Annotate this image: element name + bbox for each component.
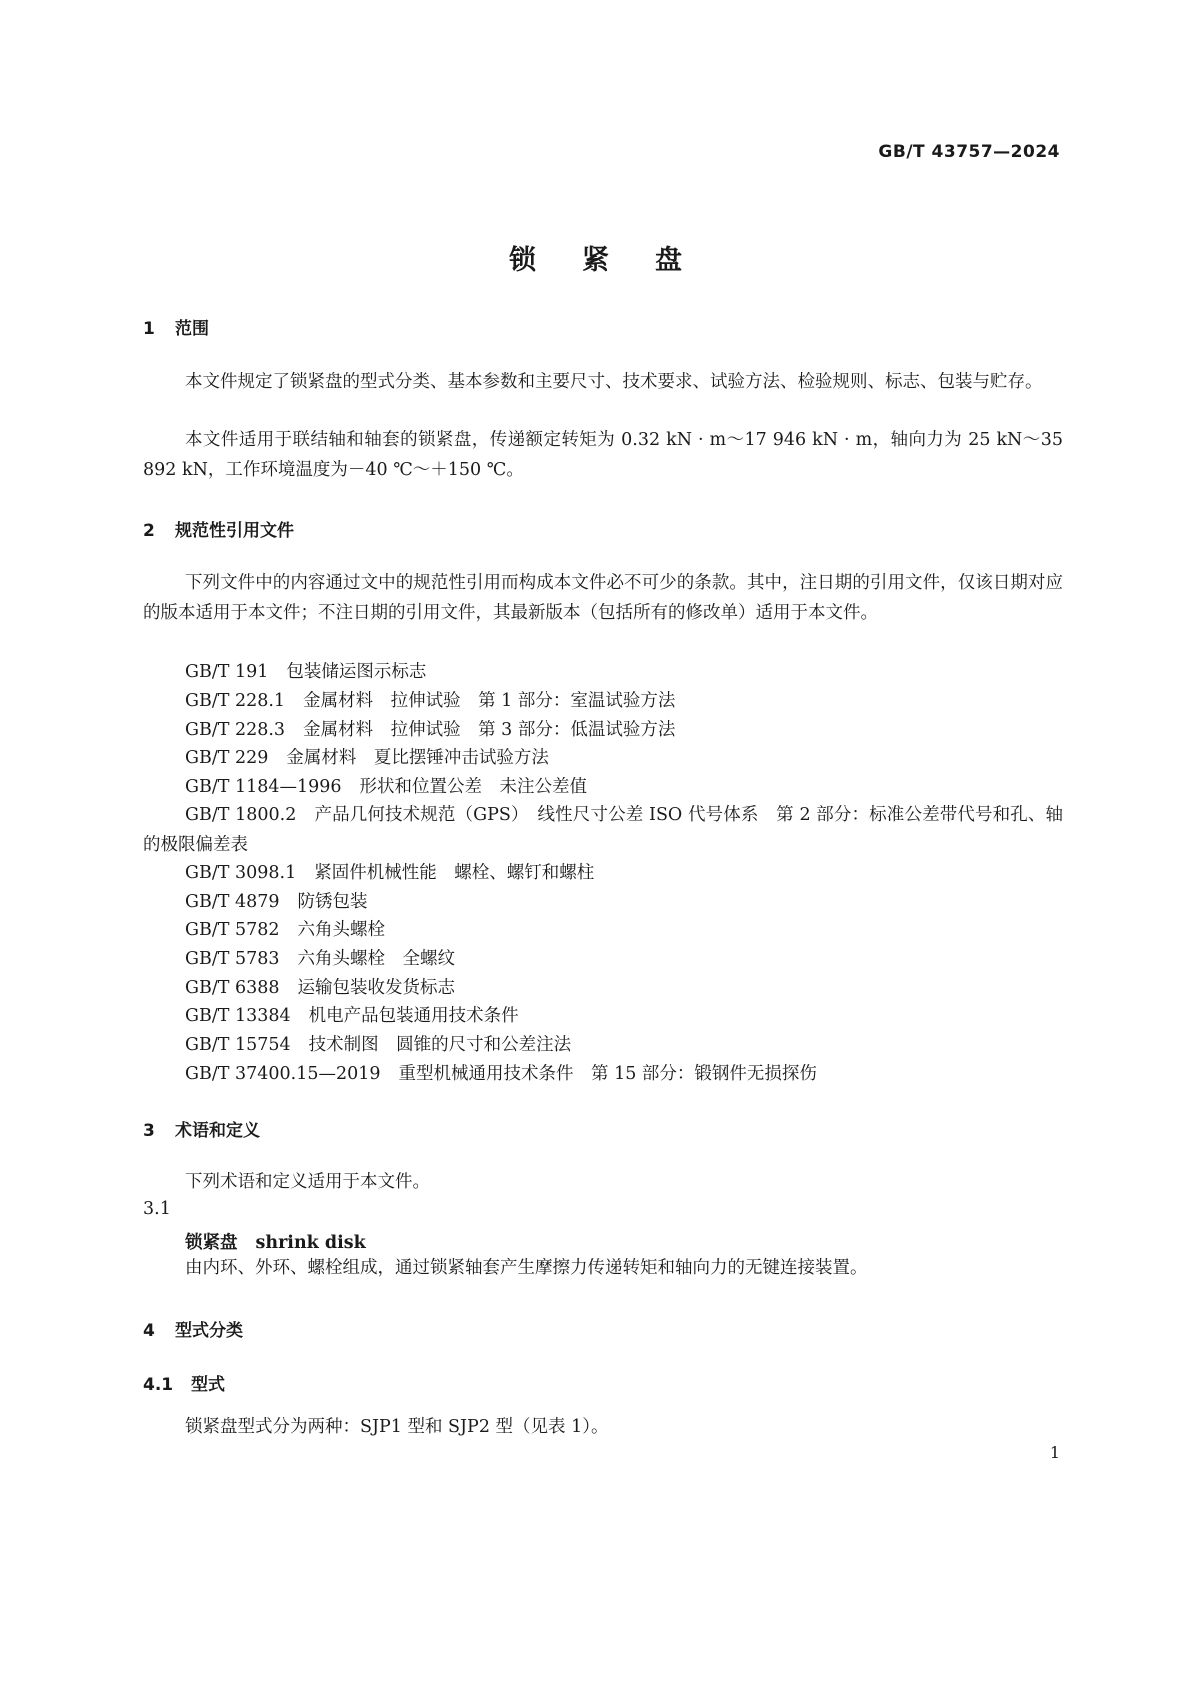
term-chinese: 锁紧盘 bbox=[185, 1233, 238, 1253]
section-title: 术语和定义 bbox=[175, 1121, 260, 1141]
term-definition: 由内环、外环、螺栓组成，通过锁紧轴套产生摩擦力传递转矩和轴向力的无键连接装置。 bbox=[185, 1258, 868, 1278]
references-intro: 下列文件中的内容通过文中的规范性引用而构成本文件必不可少的条款。其中，注日期的引用文件，仅该日期对应的版本适用于本文件；不注日期的引用文件，其最新版本（包括所有的修改单）适用于本文件。 bbox=[143, 573, 1063, 623]
reference-title: 金属材料 拉伸试验 第 1 部分：室温试验方法 bbox=[303, 691, 676, 711]
reference-code: GB/T 15754 bbox=[185, 1035, 291, 1055]
section-title: 型式分类 bbox=[175, 1321, 243, 1341]
subsection-number: 4.1 bbox=[143, 1375, 174, 1395]
section-3-heading bbox=[143, 1116, 260, 1141]
terms-intro: 下列术语和定义适用于本文件。 bbox=[185, 1172, 430, 1192]
reference-item bbox=[185, 944, 455, 974]
scope-paragraph-2: 本文件适用于联结轴和轴套的锁紧盘，传递额定转矩为 0.32 kN · m～17 946 kN · m，轴向力为 25 kN～35 892 kN，工作环境温度为－40 ℃～＋150 ℃。 bbox=[143, 430, 1063, 480]
term-entry bbox=[185, 1229, 366, 1254]
reference-code: GB/T 228.3 bbox=[185, 720, 286, 740]
reference-item bbox=[185, 743, 549, 773]
reference-item bbox=[185, 858, 594, 888]
section-4-heading bbox=[143, 1316, 243, 1341]
reference-item bbox=[185, 715, 675, 745]
types-paragraph: 锁紧盘型式分为两种：SJP1 型和 SJP2 型（见表 1）。 bbox=[185, 1417, 609, 1437]
section-title: 范围 bbox=[175, 319, 209, 339]
reference-code: GB/T 3098.1 bbox=[185, 863, 297, 883]
reference-title: 形状和位置公差 未注公差值 bbox=[359, 777, 588, 797]
reference-code: GB/T 5782 bbox=[185, 920, 280, 940]
reference-item bbox=[185, 686, 675, 716]
reference-item bbox=[185, 1001, 519, 1031]
section-number: 3 bbox=[143, 1121, 155, 1141]
reference-title: 金属材料 拉伸试验 第 3 部分：低温试验方法 bbox=[303, 720, 676, 740]
reference-code: GB/T 228.1 bbox=[185, 691, 286, 711]
section-number: 4 bbox=[143, 1321, 155, 1341]
document-title: 锁紧盘 bbox=[509, 245, 728, 276]
reference-title: 包装储运图示标志 bbox=[286, 662, 427, 682]
reference-code: GB/T 229 bbox=[185, 748, 269, 768]
reference-title: 防锈包装 bbox=[297, 892, 368, 912]
reference-code: GB/T 5783 bbox=[185, 949, 280, 969]
reference-title: 产品几何技术规范（GPS） 线性尺寸公差 ISO 代号体系 第 2 部分：标准公差带代号和孔、轴的极限偏差表 bbox=[143, 805, 1063, 855]
term-english: shrink disk bbox=[255, 1233, 366, 1253]
reference-item bbox=[185, 915, 385, 945]
reference-item bbox=[185, 657, 426, 687]
reference-title: 六角头螺栓 全螺纹 bbox=[297, 949, 456, 969]
reference-item bbox=[185, 887, 368, 917]
reference-title: 机电产品包装通用技术条件 bbox=[308, 1006, 519, 1026]
subsection-title: 型式 bbox=[191, 1375, 225, 1395]
section-2-heading bbox=[143, 516, 294, 541]
reference-code: GB/T 191 bbox=[185, 662, 269, 682]
page-number: 1 bbox=[1049, 1443, 1060, 1462]
reference-title: 运输包装收发货标志 bbox=[297, 978, 456, 998]
reference-title: 金属材料 夏比摆锤冲击试验方法 bbox=[286, 748, 549, 768]
reference-code: GB/T 13384 bbox=[185, 1006, 291, 1026]
reference-title: 重型机械通用技术条件 第 15 部分：锻钢件无损探伤 bbox=[398, 1064, 817, 1084]
section-number: 2 bbox=[143, 521, 155, 541]
subsection-4-1-heading bbox=[143, 1370, 225, 1395]
reference-code: GB/T 4879 bbox=[185, 892, 280, 912]
reference-title: 技术制图 圆锥的尺寸和公差注法 bbox=[308, 1035, 572, 1055]
reference-code: GB/T 1800.2 bbox=[185, 805, 297, 825]
reference-item bbox=[143, 800, 1063, 860]
reference-title: 六角头螺栓 bbox=[297, 920, 386, 940]
reference-title: 紧固件机械性能 螺栓、螺钉和螺柱 bbox=[314, 863, 595, 883]
reference-code: GB/T 37400.15—2019 bbox=[185, 1064, 381, 1084]
reference-item bbox=[185, 1030, 571, 1060]
term-number: 3.1 bbox=[143, 1199, 171, 1219]
section-title: 规范性引用文件 bbox=[175, 521, 294, 541]
reference-code: GB/T 6388 bbox=[185, 978, 280, 998]
reference-code: GB/T 1184—1996 bbox=[185, 777, 342, 797]
reference-item bbox=[185, 772, 587, 802]
reference-item bbox=[185, 1059, 817, 1089]
section-number: 1 bbox=[143, 319, 155, 339]
reference-item bbox=[185, 973, 455, 1003]
standard-code: GB/T 43757—2024 bbox=[878, 142, 1060, 162]
scope-paragraph-1: 本文件规定了锁紧盘的型式分类、基本参数和主要尺寸、技术要求、试验方法、检验规则、标志、包装与贮存。 bbox=[185, 372, 1043, 392]
section-1-heading bbox=[143, 314, 209, 339]
